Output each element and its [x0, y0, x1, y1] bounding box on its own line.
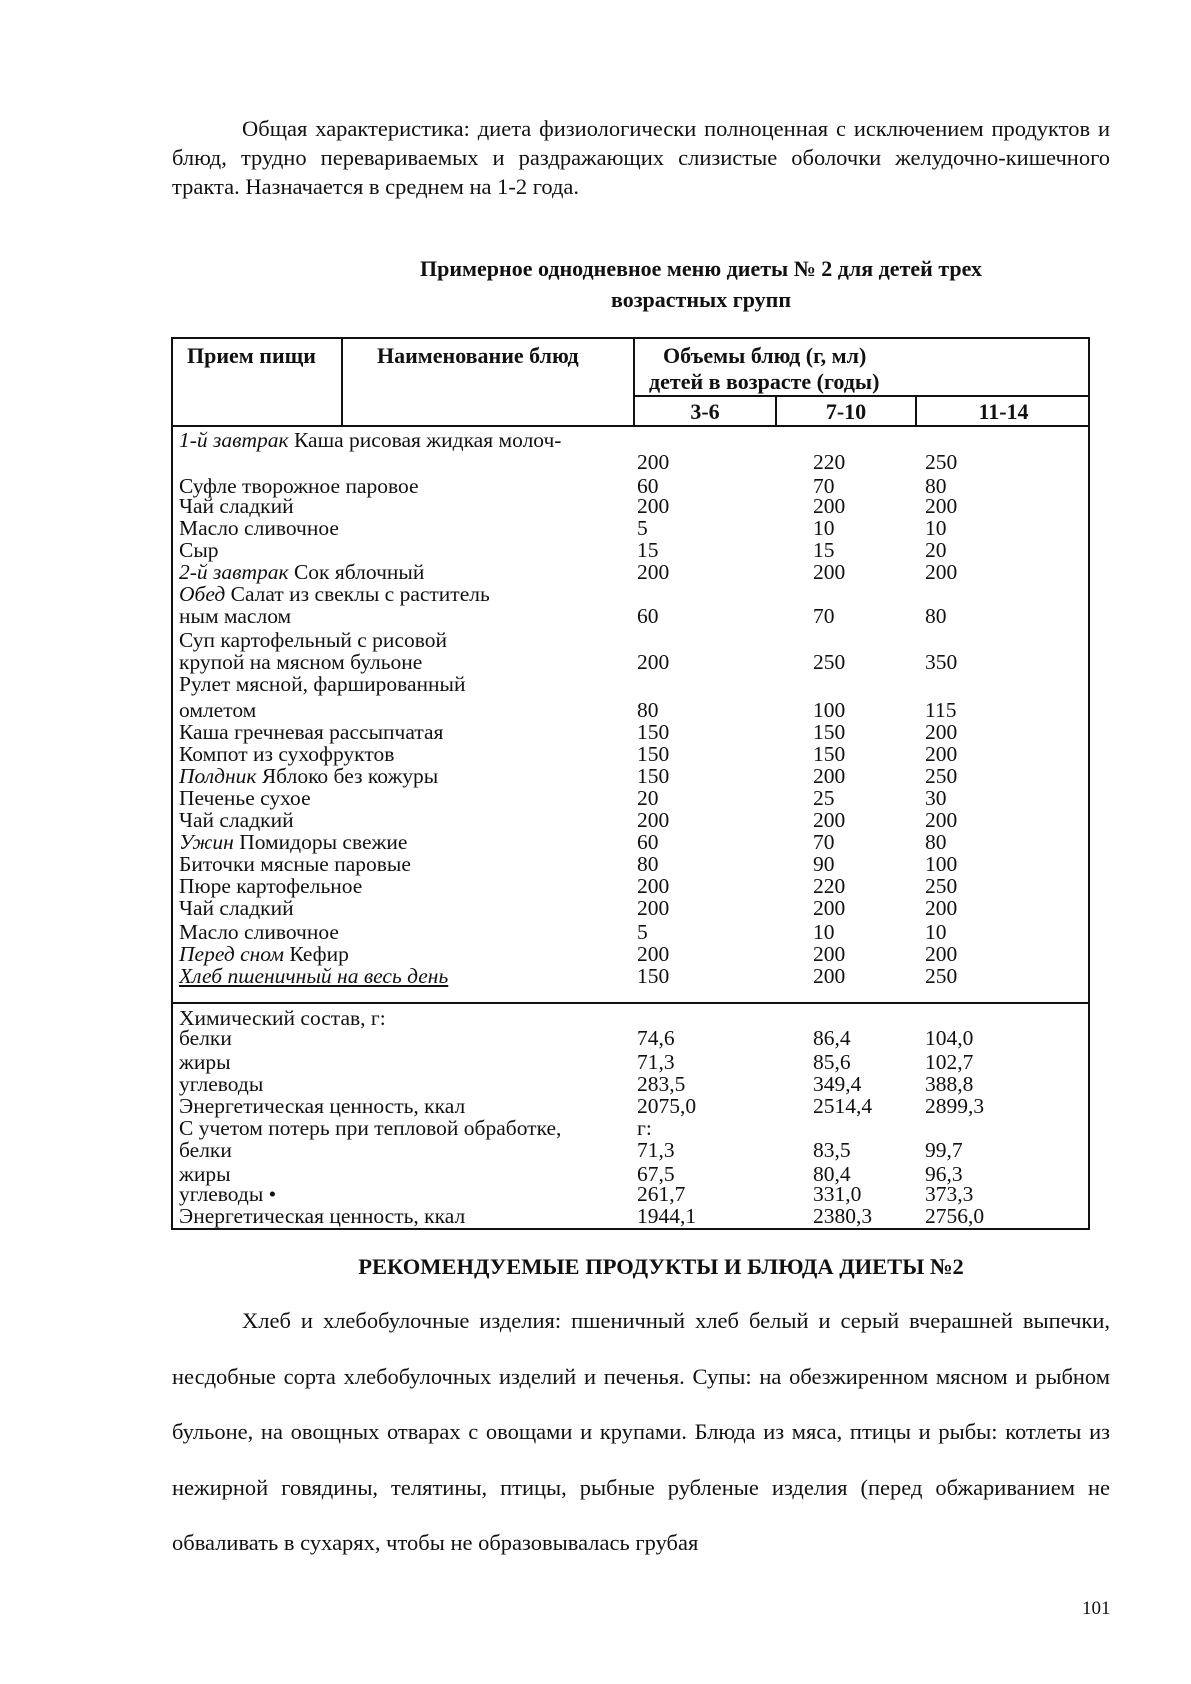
- row-value: 200: [637, 874, 670, 898]
- row-value: 100: [813, 698, 846, 722]
- page-number: 101: [1082, 1598, 1111, 1619]
- row-value: 200: [637, 494, 670, 518]
- row-value: 150: [813, 742, 846, 766]
- row-value: 200: [925, 720, 958, 744]
- row-name: Компот из сухофруктов: [179, 742, 395, 766]
- composition-value: 1944,1: [637, 1204, 697, 1228]
- row-value: 200: [925, 896, 958, 920]
- meal-label: Перед сном: [179, 942, 284, 966]
- composition-divider-line: [173, 1002, 1090, 1004]
- row-name: крупой на мясном бульоне: [179, 650, 423, 674]
- row-value: 200: [925, 942, 958, 966]
- row-value: 200: [637, 450, 670, 474]
- row-value: 200: [813, 764, 846, 788]
- row-value: 80: [925, 830, 947, 854]
- row-value: 80: [637, 698, 659, 722]
- recommended-paragraph: Хлеб и хлебобулочные изделия: пшеничный хлеб белый и серый вчерашней выпечки, несдобные сорта хлебобулочных изделий и печенья. Супы: на обезжиренном мясном и рыбном бульоне, на овощных отварах с овощами и крупами. Блюда из мяса, птицы и рыбы: котлеты из нежирной говядины, телятины, птицы, рыбные рубленые изделия (перед обжариванием не обваливать в сухарях, чтобы не образовывалась грубая: [172, 1308, 1110, 1555]
- row-value: 25: [813, 786, 835, 810]
- row-name: Чай сладкий: [179, 808, 294, 832]
- composition-value: 67,5: [637, 1162, 675, 1186]
- meal-label: Обед: [179, 582, 226, 606]
- row-value: 200: [925, 742, 958, 766]
- row-value: 80: [925, 474, 947, 498]
- row-value: 250: [925, 450, 958, 474]
- row-value: 200: [813, 494, 846, 518]
- row-name: Каша гречневая рассыпчатая: [179, 720, 444, 744]
- row-value: 115: [925, 698, 957, 722]
- composition-value: 99,7: [925, 1138, 963, 1162]
- composition-value: 2756,0: [925, 1204, 985, 1228]
- row-value: 200: [637, 560, 670, 584]
- row-name: Чай сладкий: [179, 896, 294, 920]
- composition-name: жиры: [179, 1050, 231, 1074]
- row-value: 200: [637, 942, 670, 966]
- diet-menu-table: [171, 337, 1090, 1230]
- meal-label: 2-й завтрак: [179, 560, 289, 584]
- row-value: 90: [813, 852, 835, 876]
- header-age-7-10: 7-10: [825, 399, 867, 424]
- composition-value: 96,3: [925, 1162, 963, 1186]
- composition-name: углеводы: [179, 1072, 264, 1096]
- composition-name: углеводы •: [179, 1182, 277, 1206]
- row-value: 10: [813, 920, 835, 944]
- composition-value: 388,8: [925, 1072, 974, 1096]
- row-value: 60: [637, 604, 659, 628]
- composition-value: 261,7: [637, 1182, 686, 1206]
- composition-value: 283,5: [637, 1072, 686, 1096]
- composition-value: 373,3: [925, 1182, 974, 1206]
- composition-value: г:: [637, 1116, 652, 1140]
- meal-label: 1-й завтрак: [179, 428, 289, 452]
- composition-value: 2380,3: [813, 1204, 873, 1228]
- row-value: 10: [813, 516, 835, 540]
- composition-name: Энергетическая ценность, ккал: [179, 1094, 466, 1118]
- table-caption: [172, 253, 1110, 315]
- col-divider-meal: [341, 339, 343, 425]
- row-name: 2-й завтрак Сок яблочный: [179, 560, 425, 584]
- row-value: 220: [813, 874, 846, 898]
- row-value: 30: [925, 786, 947, 810]
- row-value: 15: [637, 538, 659, 562]
- row-name: Суп картофельный с рисовой: [179, 628, 447, 652]
- composition-name: С учетом потерь при тепловой обработке,: [179, 1116, 562, 1140]
- row-value: 250: [925, 874, 958, 898]
- row-value: 70: [813, 474, 835, 498]
- composition-name: белки: [179, 1138, 232, 1162]
- composition-name: Энергетическая ценность, ккал: [179, 1204, 466, 1228]
- composition-value: 74,6: [637, 1026, 675, 1050]
- composition-value: 102,7: [925, 1050, 974, 1074]
- row-name: ным маслом: [179, 604, 292, 628]
- row-value: 80: [925, 604, 947, 628]
- row-name: Печенье сухое: [179, 786, 311, 810]
- row-value: 70: [813, 830, 835, 854]
- composition-name: Химический состав, г:: [179, 1006, 386, 1030]
- row-value: 10: [925, 516, 947, 540]
- row-value: 220: [813, 450, 846, 474]
- row-value: 200: [637, 896, 670, 920]
- row-value: 5: [637, 920, 648, 944]
- composition-name: белки: [179, 1026, 232, 1050]
- row-value: 200: [813, 896, 846, 920]
- row-value: 60: [637, 474, 659, 498]
- row-value: 5: [637, 516, 648, 540]
- row-value: 200: [637, 650, 670, 674]
- row-name: Масло сливочное: [179, 516, 339, 540]
- row-name: Обед Салат из свеклы с раститель: [179, 582, 490, 606]
- row-name: Ужин Помидоры свежие: [179, 830, 408, 854]
- header-age-11-14: 11-14: [978, 399, 1029, 424]
- row-value: 200: [813, 964, 846, 988]
- composition-value: 2075,0: [637, 1094, 697, 1118]
- composition-value: 85,6: [813, 1050, 851, 1074]
- row-name: 1-й завтрак Каша рисовая жидкая молоч-: [179, 428, 562, 452]
- row-value: 200: [813, 560, 846, 584]
- meal-label: Полдник: [179, 764, 257, 788]
- row-value: 20: [925, 538, 947, 562]
- row-value: 80: [637, 852, 659, 876]
- composition-value: 71,3: [637, 1138, 675, 1162]
- row-name: Полдник Яблоко без кожуры: [179, 764, 439, 788]
- table-caption-line2: возрастных групп: [610, 287, 792, 312]
- composition-value: 2899,3: [925, 1094, 985, 1118]
- row-name: Чай сладкий: [179, 494, 294, 518]
- composition-value: 2514,4: [813, 1094, 873, 1118]
- row-name: Хлеб пшеничный на весь день: [179, 964, 449, 988]
- row-value: 200: [925, 494, 958, 518]
- row-name: Перед сном Кефир: [179, 942, 349, 966]
- row-value: 70: [813, 604, 835, 628]
- row-value: 200: [925, 560, 958, 584]
- row-value: 150: [637, 764, 670, 788]
- composition-value: 349,4: [813, 1072, 862, 1096]
- header-meal: Прием пищи: [187, 343, 316, 368]
- header-dish: Наименование блюд: [377, 343, 579, 368]
- header-volumes-line2: детей в возрасте (годы): [649, 369, 880, 394]
- header-age-3-6: 3-6: [690, 399, 720, 424]
- row-value: 150: [637, 964, 670, 988]
- intro-paragraph: Общая характеристика: диета физиологически полноценная с исключением продуктов и блюд, трудно перевариваемых и раздражающих слизистые оболочки желудочно-кишечного тракта. Назначается в среднем на 1-2 года.: [172, 116, 1110, 199]
- row-value: 250: [813, 650, 846, 674]
- row-value: 250: [925, 964, 958, 988]
- row-value: 60: [637, 830, 659, 854]
- row-value: 150: [637, 720, 670, 744]
- row-value: 10: [925, 920, 947, 944]
- row-name: омлетом: [179, 698, 257, 722]
- recommended-heading: РЕКОМЕНДУЕМЫЕ ПРОДУКТЫ И БЛЮДА ДИЕТЫ №2: [358, 1254, 964, 1279]
- composition-value: 83,5: [813, 1138, 851, 1162]
- row-value: 20: [637, 786, 659, 810]
- row-value: 15: [813, 538, 835, 562]
- composition-value: 104,0: [925, 1026, 974, 1050]
- row-value: 200: [925, 808, 958, 832]
- row-name: Биточки мясные паровые: [179, 852, 411, 876]
- row-name: Масло сливочное: [179, 920, 339, 944]
- row-value: 200: [637, 808, 670, 832]
- row-value: 250: [925, 764, 958, 788]
- row-value: 200: [813, 942, 846, 966]
- composition-value: 80,4: [813, 1162, 851, 1186]
- composition-value: 331,0: [813, 1182, 862, 1206]
- row-value: 350: [925, 650, 958, 674]
- row-value: 150: [637, 742, 670, 766]
- composition-name: жиры: [179, 1162, 231, 1186]
- header-volumes-line1: Объемы блюд (г, мл): [663, 343, 867, 368]
- meal-label: Ужин: [179, 830, 234, 854]
- row-name: Сыр: [179, 538, 219, 562]
- composition-value: 86,4: [813, 1026, 851, 1050]
- table-caption-line1: Примерное однодневное меню диеты № 2 для детей трех: [420, 256, 982, 281]
- row-name: Суфле творожное паровое: [179, 474, 419, 498]
- row-value: 150: [813, 720, 846, 744]
- composition-value: 71,3: [637, 1050, 675, 1074]
- row-name: Рулет мясной, фаршированный: [179, 672, 466, 696]
- row-value: 100: [925, 852, 958, 876]
- row-name: Пюре картофельное: [179, 874, 363, 898]
- row-value: 200: [813, 808, 846, 832]
